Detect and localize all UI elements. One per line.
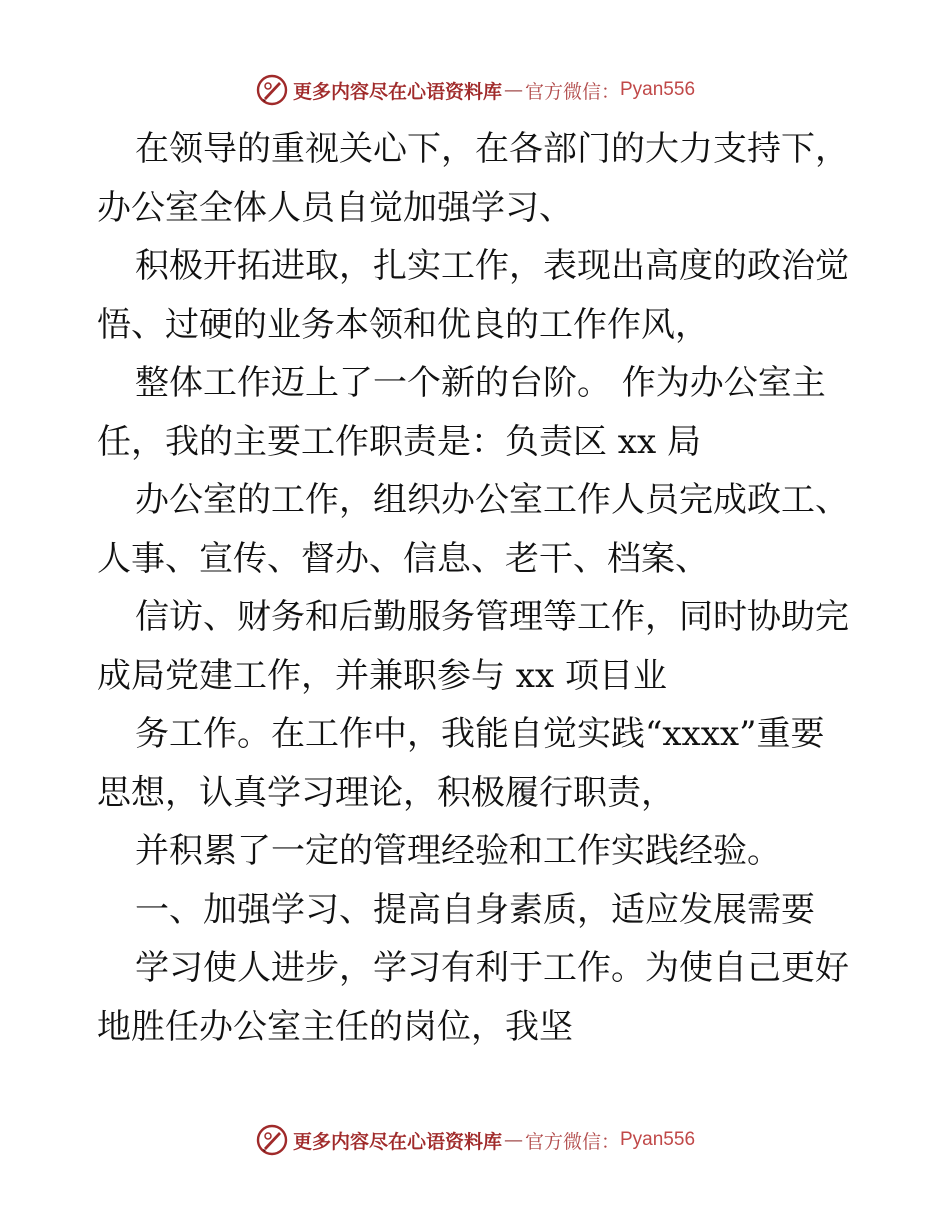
body-text bbox=[97, 120, 857, 1056]
watermark-wechat-id: Pyan556 bbox=[620, 79, 696, 100]
watermark-brand: 更多内容尽在心语资料库 bbox=[292, 1130, 502, 1153]
paragraph-line: 办公室全体人员自觉加强学习、 bbox=[97, 187, 573, 228]
paragraph-line: 积极开拓进取，扎实工作，表现出高度的政治觉 bbox=[135, 246, 849, 286]
quill-logo-icon bbox=[255, 1123, 289, 1157]
section-heading: 一、加强学习、提高自身素质，适应发展需要 bbox=[135, 889, 815, 930]
quill-logo-icon bbox=[255, 73, 289, 107]
paragraph-line: 在领导的重视关心下，在各部门的大力支持下， bbox=[135, 129, 849, 169]
watermark-wechat-id: Pyan556 bbox=[620, 1129, 696, 1150]
watermark-dash: — bbox=[503, 79, 523, 101]
watermark-wechat-label: 官方微信： bbox=[524, 1130, 620, 1153]
paragraph-line: 并积累了一定的管理经验和工作实践经验。 bbox=[135, 831, 781, 871]
paragraph-line: 办公室的工作，组织办公室工作人员完成政工、 bbox=[135, 480, 849, 520]
watermark-brand: 更多内容尽在心语资料库 bbox=[292, 80, 502, 103]
paragraph-line: 整体工作迈上了一个新的台阶。 作为办公室主 bbox=[135, 363, 826, 403]
paragraph-line: 悟、过硬的业务本领和优良的工作作风， bbox=[97, 304, 709, 345]
paragraph-line: 地胜任办公室主任的岗位，我坚 bbox=[97, 1006, 573, 1047]
footer-watermark bbox=[0, 1120, 950, 1160]
paragraph-line: 任，我的主要工作职责是：负责区 xx 局 bbox=[97, 421, 701, 462]
watermark-dash: — bbox=[503, 1129, 523, 1151]
paragraph-line: 成局党建工作，并兼职参与 xx 项目业 bbox=[97, 655, 667, 696]
header-watermark bbox=[0, 70, 950, 110]
paragraph-line: 思想，认真学习理论，积极履行职责， bbox=[97, 772, 675, 813]
watermark-wechat-label: 官方微信： bbox=[524, 80, 620, 103]
paragraph-line: 人事、宣传、督办、信息、老干、档案、 bbox=[97, 538, 709, 579]
paragraph-line: 学习使人进步，学习有利于工作。为使自己更好 bbox=[135, 948, 849, 988]
paragraph-line: 务工作。在工作中，我能自觉实践“xxxx”重要 bbox=[135, 714, 825, 754]
paragraph-line: 信访、财务和后勤服务管理等工作，同时协助完 bbox=[135, 597, 849, 637]
